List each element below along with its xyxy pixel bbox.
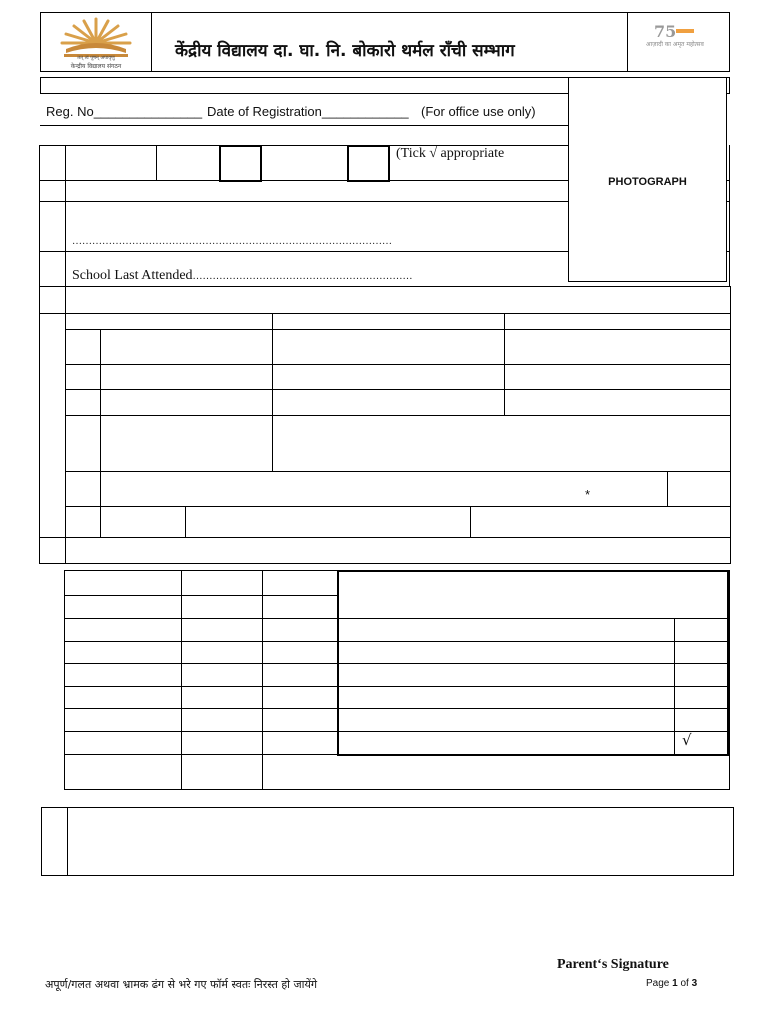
parent-signature: Parent‘s Signature xyxy=(557,957,669,972)
school-last-attended-label xyxy=(72,268,413,284)
sub-index-col xyxy=(100,329,101,537)
lower-col-1 xyxy=(181,570,182,790)
sub-row-1-bottom xyxy=(65,364,731,365)
kvs-logo-org: केन्द्रीय विद्यालय संगठन xyxy=(70,63,122,70)
date-of-registration-field: Date of Registration____________ xyxy=(207,104,409,119)
lower-row-1 xyxy=(64,595,338,596)
lower-row-4 xyxy=(64,663,338,664)
choice-row-4 xyxy=(338,686,728,687)
header-divider-left xyxy=(151,12,152,72)
choice-row-2 xyxy=(338,641,728,642)
sub-header-line xyxy=(65,329,731,330)
sub-row6-divider-1 xyxy=(185,506,186,537)
row1-divider-1 xyxy=(156,145,157,180)
azadi-logo-number: 75 xyxy=(654,22,677,41)
photo-side-line-2 xyxy=(727,201,730,202)
form-right-border xyxy=(730,286,731,564)
lower-col-2 xyxy=(262,570,263,790)
row1-bottom xyxy=(39,180,569,181)
azadi-logo-text: आज़ादी का अमृत महोत्सव xyxy=(646,41,704,48)
row4-bottom xyxy=(39,286,731,287)
lower-row-3 xyxy=(64,641,338,642)
photo-side-line-3 xyxy=(727,251,730,252)
sub-row5-divider xyxy=(667,471,668,506)
declaration-box xyxy=(41,807,734,876)
row-last-top xyxy=(39,537,731,538)
required-asterisk: * xyxy=(585,487,591,502)
form-number-column-border xyxy=(65,145,66,564)
school-last-attended-text: School Last Attended xyxy=(72,268,193,283)
page-number: 1 xyxy=(672,978,678,989)
gender-checkbox-2[interactable] xyxy=(347,145,390,182)
tick-appropriate-note: (Tick √ appropriate xyxy=(396,146,505,161)
address-dotted-line: …………………………………………………………………………………… xyxy=(72,236,392,247)
lower-row-5 xyxy=(64,686,338,687)
page-indicator xyxy=(646,978,697,989)
sub-row-5-bottom xyxy=(65,506,731,507)
choice-tick-column xyxy=(674,618,675,755)
kvs-logo-motto: तत् त्वं पूषन् अपावृणु xyxy=(77,55,115,61)
tick-mark: √ xyxy=(682,731,692,749)
choice-row-3 xyxy=(338,663,728,664)
school-last-attended-dots: ………………………………………………………… xyxy=(192,271,413,282)
row2-bottom xyxy=(39,201,569,202)
azadi-logo xyxy=(640,20,720,60)
row3-bottom xyxy=(39,251,569,252)
page-of: of xyxy=(677,978,692,989)
azadi-logo-flag-icon xyxy=(676,29,694,33)
lower-row-7 xyxy=(64,731,338,732)
form-left-border xyxy=(39,145,40,564)
sub-row-2-bottom xyxy=(65,389,731,390)
page-total: 3 xyxy=(691,978,698,989)
sub-row-4-bottom xyxy=(65,471,731,472)
form-rejection-warning: अपूर्ण/गलत अथवा भ्रामक ढंग से भरे गए फॉर्म स्वतः निरस्त हो जायेंगे xyxy=(45,978,318,991)
reg-no-field: Reg. No_______________ xyxy=(46,104,203,119)
office-use-note: (For office use only) xyxy=(421,104,536,119)
gender-checkbox-1[interactable] xyxy=(219,145,262,182)
row5-bottom xyxy=(39,313,731,314)
form-right-border-top xyxy=(729,145,730,286)
photo-side-line-1 xyxy=(727,180,730,181)
photograph-label: PHOTOGRAPH xyxy=(608,176,687,188)
sub-row6-divider-2 xyxy=(470,506,471,537)
row-last-bottom xyxy=(39,563,731,564)
lower-row-6 xyxy=(64,708,338,709)
sub-row-3-bottom xyxy=(65,415,731,416)
choice-row-1 xyxy=(338,618,728,619)
choice-row-6 xyxy=(338,731,728,732)
declaration-index-col xyxy=(67,807,68,876)
page-title: केंद्रीय विद्यालय दा. घा. नि. बोकारो थर्मल राँची सम्भाग xyxy=(175,41,515,61)
sub-row4-divider xyxy=(272,415,273,471)
page-prefix: Page xyxy=(646,978,673,989)
lower-row-2 xyxy=(64,618,338,619)
choice-row-5 xyxy=(338,708,728,709)
header-divider-right xyxy=(627,12,628,72)
